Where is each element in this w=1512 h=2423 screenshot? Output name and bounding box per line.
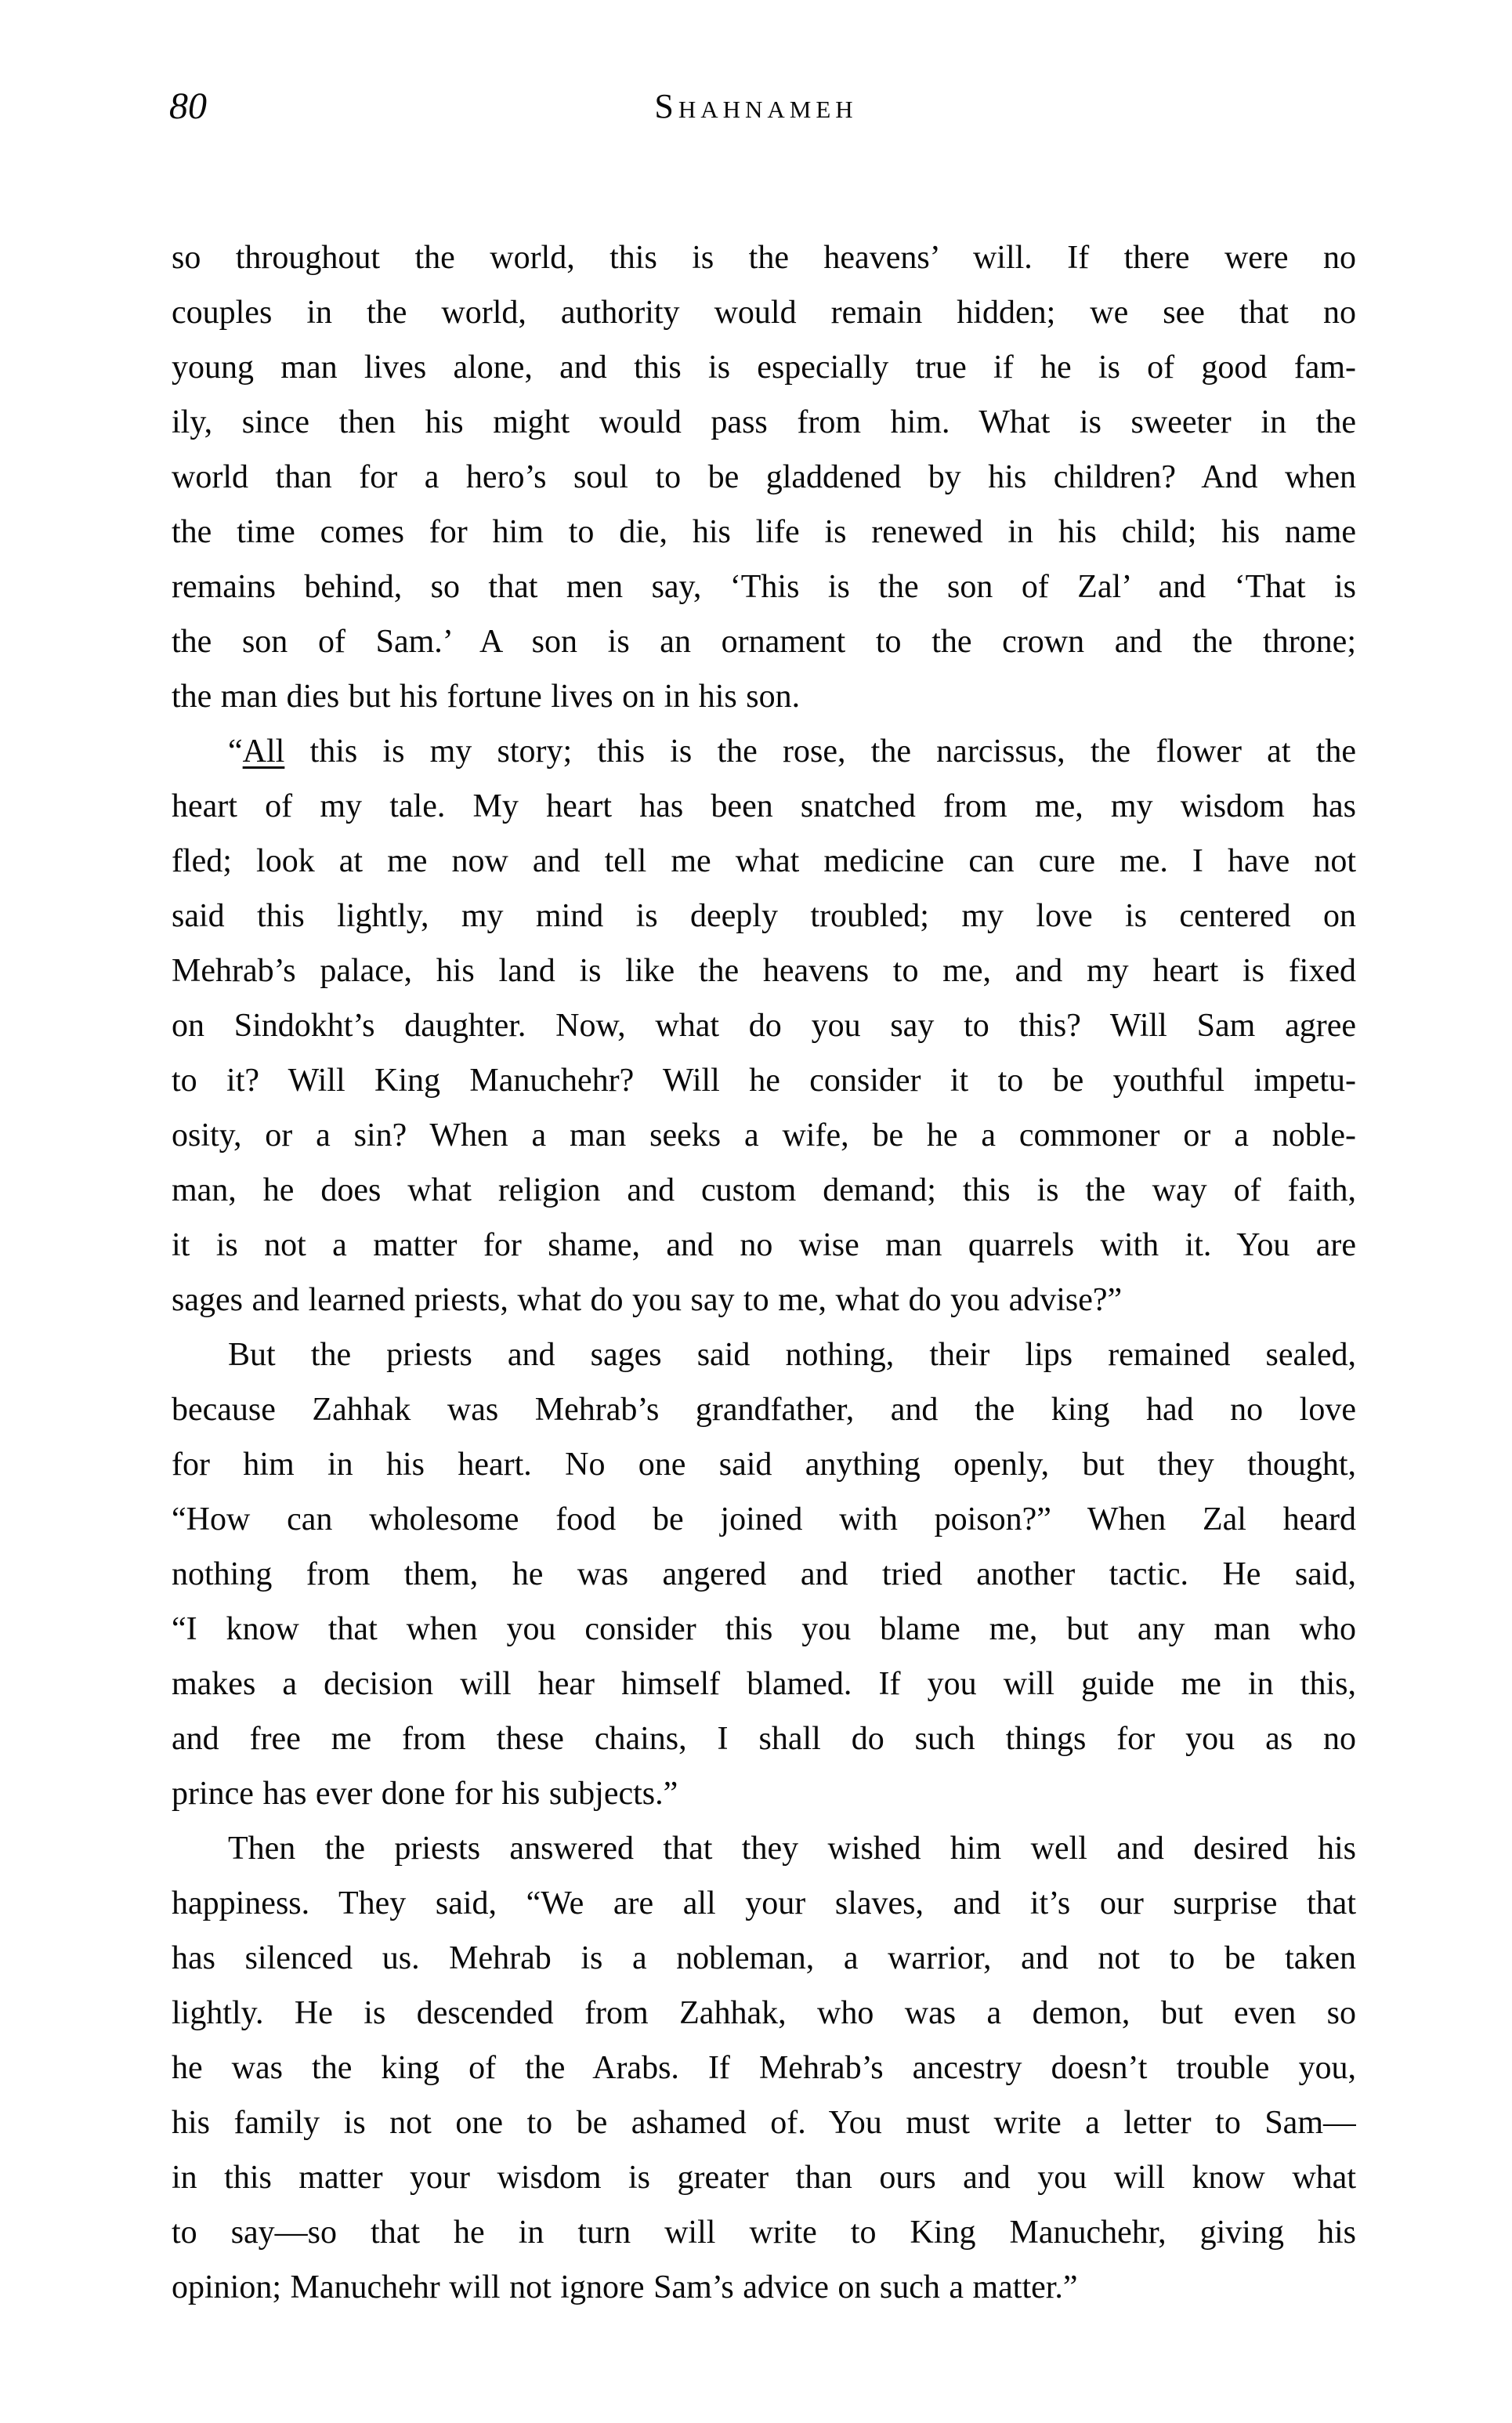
underlined-word: All [242, 733, 285, 770]
text-line: “All this is my story; this is the rose, the narcissus, the flower at the [228, 733, 1356, 770]
text-line: and free me from these chains, I shall do such things for you as no [172, 1721, 1356, 1757]
text-line: couples in the world, authority would remain hidden; we see that no [172, 295, 1356, 331]
text-line: in this matter your wisdom is greater than ours and you will know what [172, 2160, 1356, 2196]
text-line: to it? Will King Manuchehr? Will he consider it to be youthful impetu- [172, 1063, 1356, 1099]
text-line: sages and learned priests, what do you say to me, what do you advise?” [172, 1282, 1123, 1318]
text-line: to say—so that he in turn will write to King Manuchehr, giving his [172, 2215, 1356, 2251]
text-line: young man lives alone, and this is especially true if he is of good fam- [172, 350, 1356, 386]
body-text [172, 230, 1356, 2315]
text-line: his family is not one to be ashamed of. You must write a letter to Sam— [172, 2105, 1356, 2141]
text-line: prince has ever done for his subjects.” [172, 1776, 678, 1812]
text-line: on Sindokht’s daughter. Now, what do you say to this? Will Sam agree [172, 1008, 1356, 1044]
text-line: “I know that when you consider this you blame me, but any man who [172, 1611, 1356, 1647]
text-line: said this lightly, my mind is deeply troubled; my love is centered on [172, 898, 1356, 934]
text-line: “How can wholesome food be joined with poison?” When Zal heard [172, 1501, 1356, 1537]
text-line: osity, or a sin? When a man seeks a wife, be he a commoner or a noble- [172, 1117, 1356, 1154]
text-line: he was the king of the Arabs. If Mehrab’s ancestry doesn’t trouble you, [172, 2050, 1356, 2086]
text-line: it is not a matter for shame, and no wise man quarrels with it. You are [172, 1227, 1356, 1263]
text-line: makes a decision will hear himself blamed. If you will guide me in this, [172, 1666, 1356, 1702]
page-number: 80 [169, 85, 207, 127]
text-line: world than for a hero’s soul to be gladdened by his children? And when [172, 459, 1356, 495]
text-line: the son of Sam.’ A son is an ornament to the crown and the throne; [172, 624, 1356, 660]
page-header [0, 83, 1512, 138]
text-line: for him in his heart. No one said anything openly, but they thought, [172, 1447, 1356, 1483]
text-line: ily, since then his might would pass from him. What is sweeter in the [172, 404, 1356, 440]
text-line: Then the priests answered that they wished him well and desired his [228, 1831, 1356, 1867]
text-line: because Zahhak was Mehrab’s grandfather, and the king had no love [172, 1392, 1356, 1428]
text-line: remains behind, so that men say, ‘This is the son of Zal’ and ‘That is [172, 569, 1356, 605]
text-line: lightly. He is descended from Zahhak, who was a demon, but even so [172, 1995, 1356, 2031]
text-line: fled; look at me now and tell me what medicine can cure me. I have not [172, 843, 1356, 879]
running-title: Shahnameh [654, 87, 858, 125]
text-line: opinion; Manuchehr will not ignore Sam’s advice on such a matter.” [172, 2269, 1078, 2305]
text-line: the man dies but his fortune lives on in his son. [172, 679, 801, 715]
text-line: happiness. They said, “We are all your slaves, and it’s our surprise that [172, 1885, 1356, 1921]
text-line: man, he does what religion and custom demand; this is the way of faith, [172, 1172, 1356, 1208]
text-line: the time comes for him to die, his life is renewed in his child; his name [172, 514, 1356, 550]
text-line: so throughout the world, this is the heavens’ will. If there were no [172, 240, 1356, 276]
text-line: But the priests and sages said nothing, their lips remained sealed, [228, 1337, 1356, 1373]
text-line: nothing from them, he was angered and tried another tactic. He said, [172, 1556, 1356, 1592]
text-line: heart of my tale. My heart has been snatched from me, my wisdom has [172, 788, 1356, 824]
text-line: Mehrab’s palace, his land is like the heavens to me, and my heart is fixed [172, 953, 1356, 989]
text-line: has silenced us. Mehrab is a nobleman, a warrior, and not to be taken [172, 1940, 1356, 1976]
